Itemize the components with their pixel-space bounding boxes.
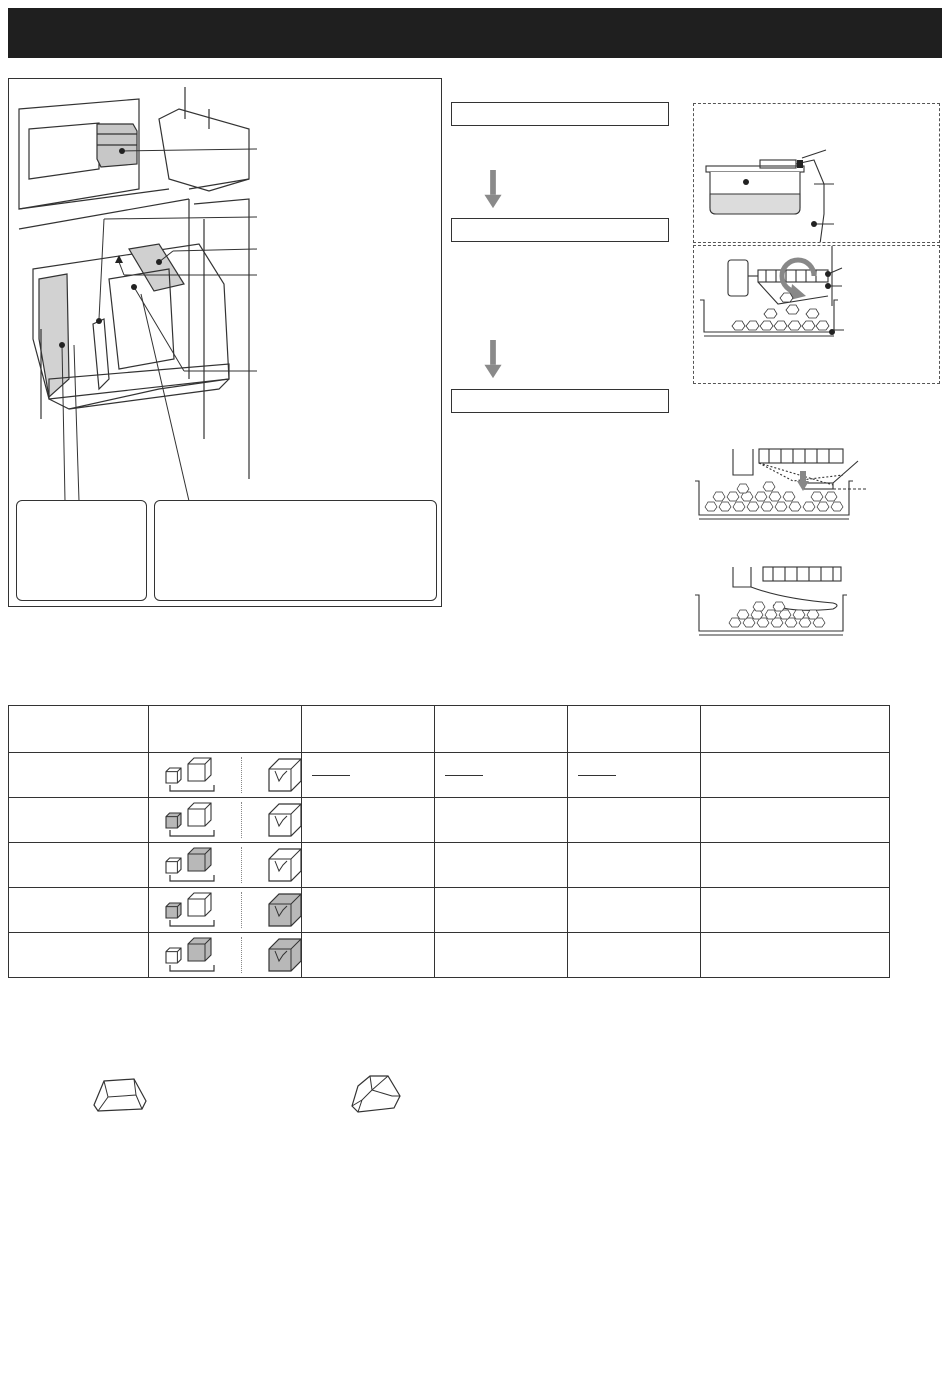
ice-cube-smooth-icon xyxy=(90,1073,150,1113)
dash-mark xyxy=(578,775,616,776)
table-cell xyxy=(9,798,149,843)
water-tank-diagram xyxy=(694,104,939,242)
header-bar xyxy=(8,8,942,58)
large-cube-icon xyxy=(187,847,213,873)
table-header-row xyxy=(9,706,890,753)
table-cell xyxy=(434,798,567,843)
ice-cube-cracked-icon xyxy=(348,1070,404,1114)
large-cube-icon xyxy=(187,937,213,963)
header-cell xyxy=(148,706,301,753)
table-cell xyxy=(700,843,889,888)
dotted-separator xyxy=(241,847,242,883)
table-cell xyxy=(148,843,301,888)
table-cell xyxy=(700,798,889,843)
table-cell xyxy=(301,933,434,978)
table-cell xyxy=(567,843,700,888)
table-cell xyxy=(301,843,434,888)
ice-tray-diagram xyxy=(694,246,939,383)
table-cell xyxy=(700,753,889,798)
table-cell xyxy=(9,933,149,978)
group-bracket xyxy=(169,875,215,883)
table-cell xyxy=(301,753,434,798)
down-arrow-icon xyxy=(484,340,502,380)
table-cell xyxy=(700,888,889,933)
table-cell xyxy=(434,933,567,978)
small-cube-icon xyxy=(165,902,183,920)
table-cell xyxy=(434,843,567,888)
small-cube-icon xyxy=(165,812,183,830)
dotted-separator xyxy=(241,937,242,973)
table-row xyxy=(9,888,890,933)
group-bracket xyxy=(169,785,215,793)
table-cell xyxy=(148,798,301,843)
process-step-2 xyxy=(451,218,669,242)
group-bracket xyxy=(169,920,215,928)
ice-maker-illustration xyxy=(8,78,442,607)
table-cell xyxy=(9,843,149,888)
table-cell xyxy=(567,933,700,978)
dotted-separator xyxy=(241,757,242,793)
cube-pair xyxy=(165,937,225,977)
table-cell xyxy=(9,753,149,798)
large-cube-icon xyxy=(187,802,213,828)
small-cube-icon xyxy=(165,857,183,875)
table-cell xyxy=(567,798,700,843)
table-row xyxy=(9,843,890,888)
cracked-cube-icon xyxy=(267,757,303,793)
header-cell xyxy=(9,706,149,753)
dash-mark xyxy=(312,775,350,776)
cracked-cube-icon xyxy=(267,937,303,973)
table-cell xyxy=(148,933,301,978)
table-cell xyxy=(301,798,434,843)
cube-pair xyxy=(165,802,225,842)
table-cell xyxy=(9,888,149,933)
cracked-cube-icon xyxy=(267,802,303,838)
process-step-1 xyxy=(451,102,669,126)
table-cell xyxy=(301,888,434,933)
ice-full-sensor-diagram xyxy=(693,445,873,523)
cube-pair xyxy=(165,757,225,797)
group-bracket xyxy=(169,965,215,973)
table-cell xyxy=(148,888,301,933)
small-cube-icon xyxy=(165,947,183,965)
dotted-separator xyxy=(241,892,242,928)
header-cell xyxy=(700,706,889,753)
table-row xyxy=(9,933,890,978)
table-row xyxy=(9,798,890,843)
dotted-separator xyxy=(241,802,242,838)
cracked-cube-icon xyxy=(267,847,303,883)
table-cell xyxy=(567,888,700,933)
header-cell xyxy=(567,706,700,753)
cracked-cube-icon xyxy=(267,892,303,928)
callout-ice-bin xyxy=(16,500,147,601)
process-step-3 xyxy=(451,389,669,413)
water-supply-panel xyxy=(693,103,940,243)
callout-ice-maker-notes xyxy=(154,500,437,601)
down-arrow-icon xyxy=(484,170,502,210)
ice-tray-twist-panel xyxy=(693,245,940,384)
header-cell xyxy=(301,706,434,753)
table-cell xyxy=(434,888,567,933)
table-cell xyxy=(148,753,301,798)
ice-bin-diagram xyxy=(693,565,853,639)
table-cell xyxy=(434,753,567,798)
header-cell xyxy=(434,706,567,753)
group-bracket xyxy=(169,830,215,838)
dash-mark xyxy=(445,775,483,776)
large-cube-icon xyxy=(187,757,213,783)
ice-condition-table xyxy=(8,705,890,978)
large-cube-icon xyxy=(187,892,213,918)
cube-pair xyxy=(165,892,225,932)
cube-pair xyxy=(165,847,225,887)
small-cube-icon xyxy=(165,767,183,785)
table-cell xyxy=(567,753,700,798)
table-cell xyxy=(700,933,889,978)
table-row xyxy=(9,753,890,798)
